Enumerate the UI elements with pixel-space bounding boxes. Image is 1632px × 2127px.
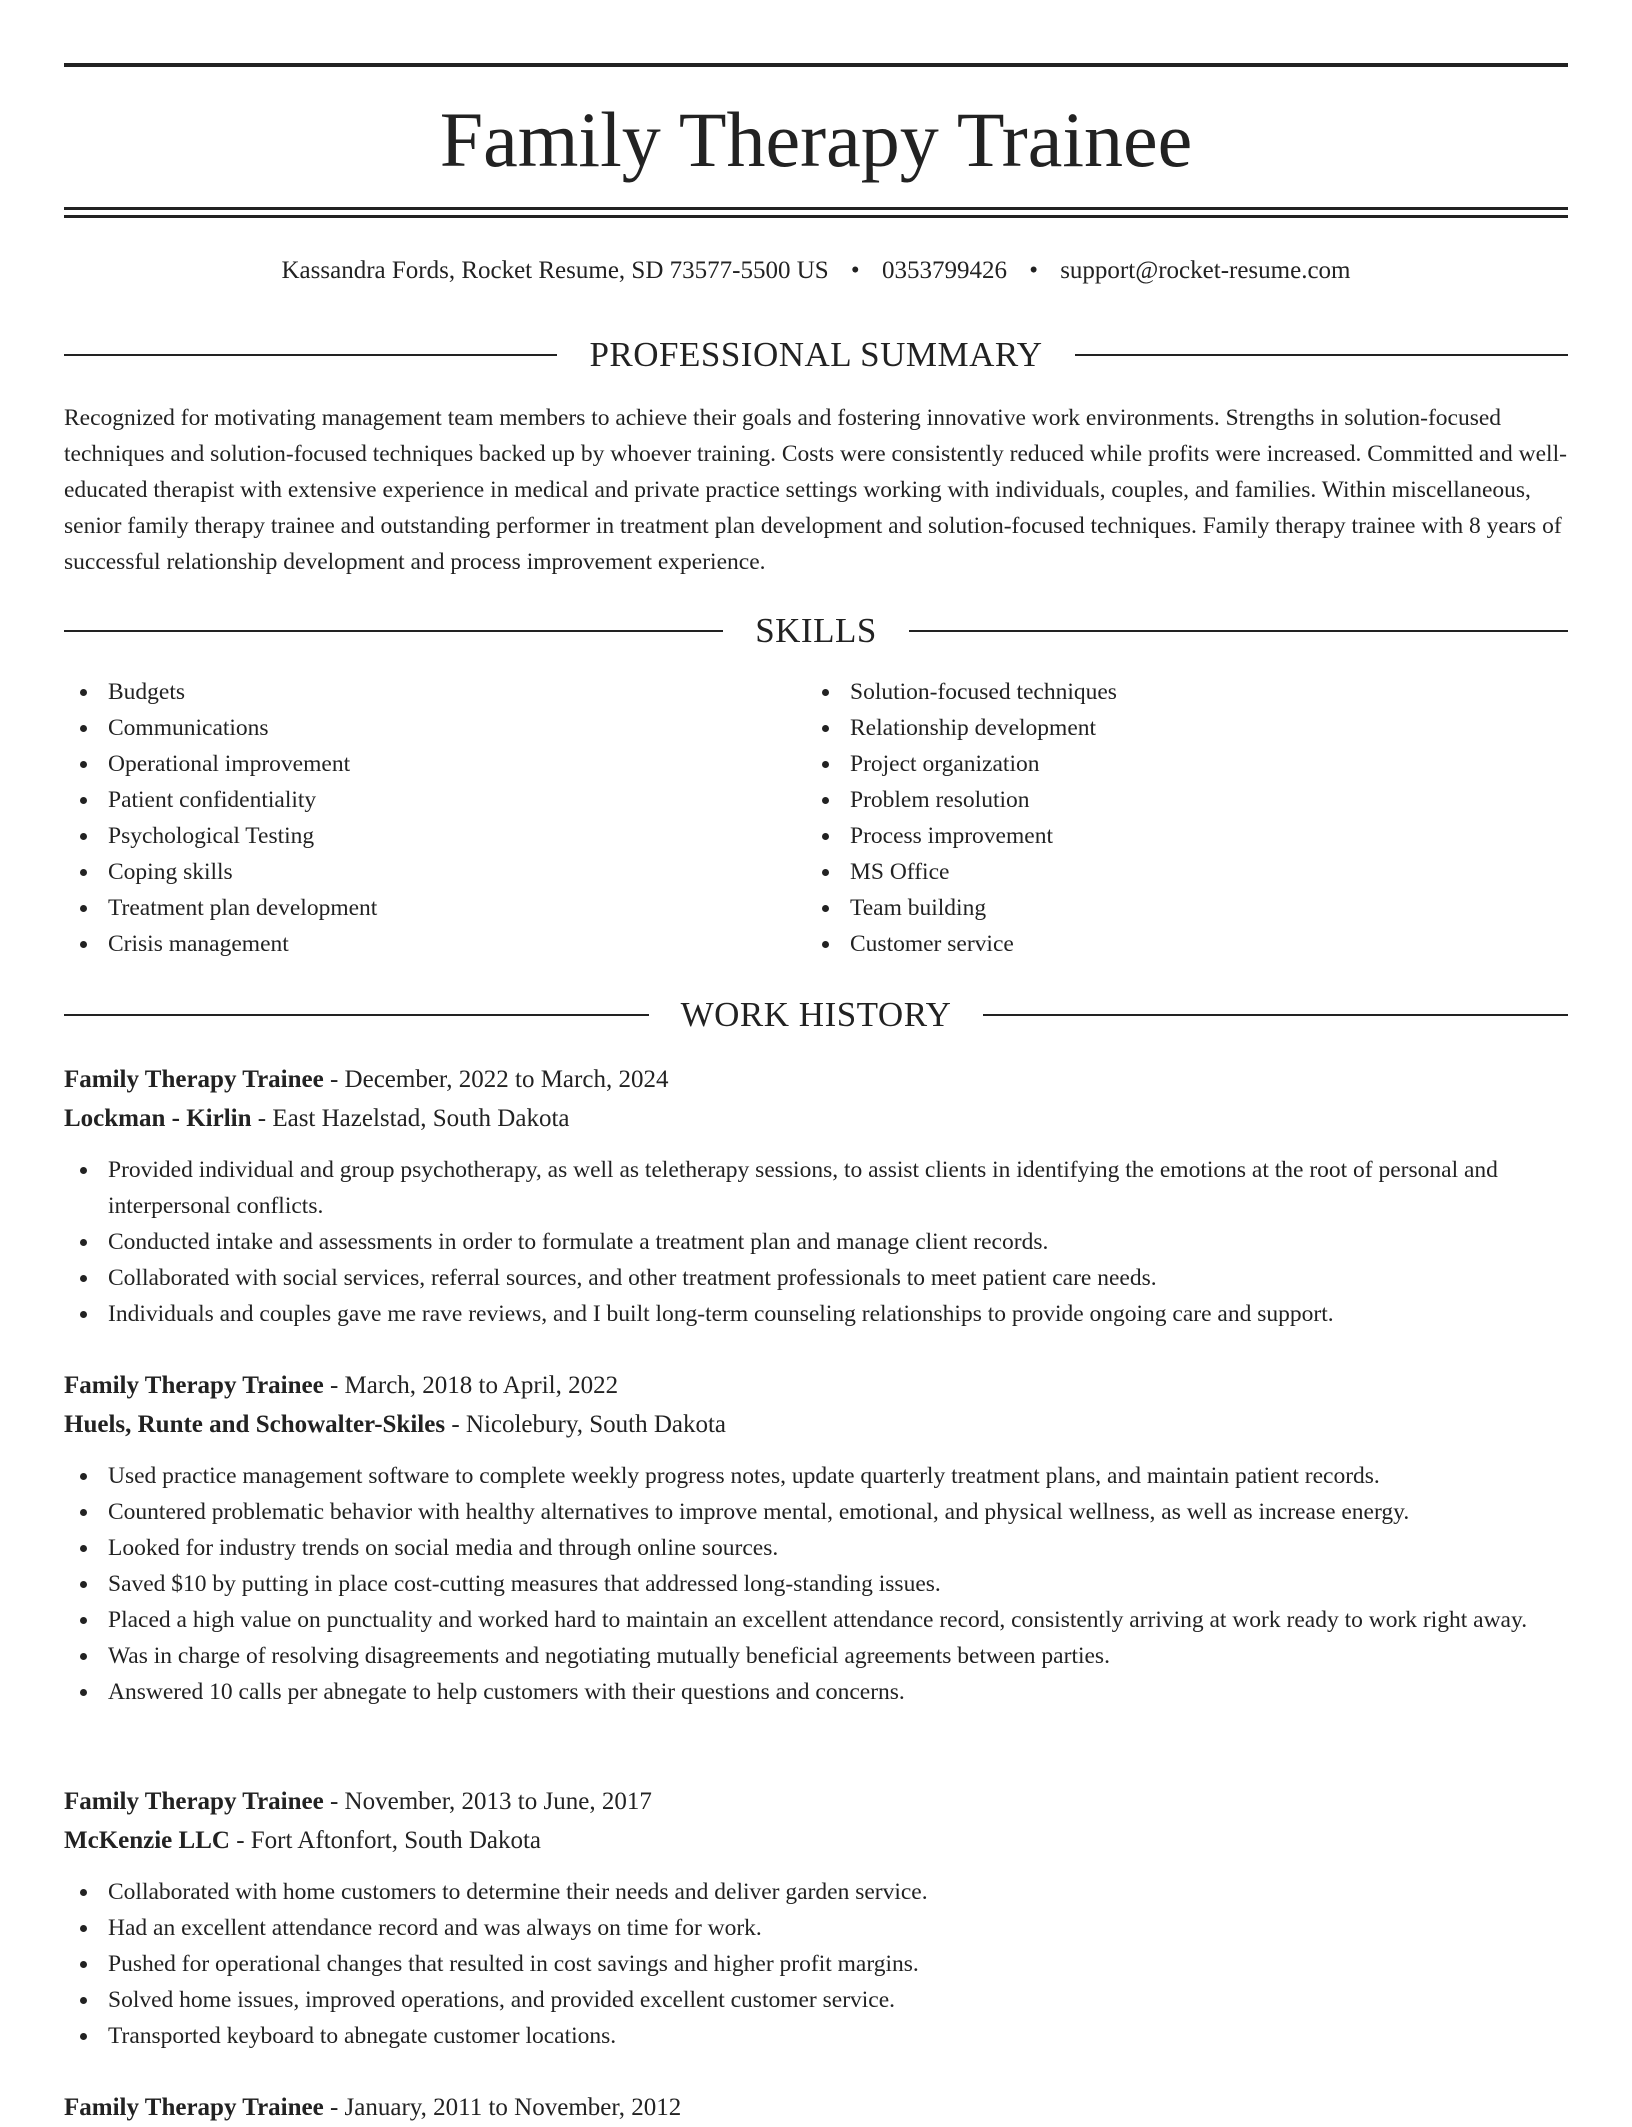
job-title-line (64, 1366, 1568, 1405)
job-title: Family Therapy Trainee (64, 1788, 324, 1815)
job-dates: - March, 2018 to April, 2022 (323, 1372, 619, 1399)
header-rule-upper (64, 207, 1568, 210)
job-entry (64, 1060, 1568, 1332)
job-dates: - November, 2013 to June, 2017 (323, 1788, 652, 1815)
skill-item: Crisis management (64, 926, 806, 962)
job-title-line (64, 2088, 1568, 2127)
contact-line (64, 254, 1568, 288)
summary-text: Recognized for motivating management team members to achieve their goals and fostering innovative work environments. Strengths in solution-focused techniques and solution-focused techniques backed up by whoever training. Costs were consistently reduced while profits were increased. Committed and well-educated therapist with extensive experience in medical and private practice settings working with individuals, couples, and families. Within miscellaneous, senior family therapy trainee and outstanding performer in treatment plan development and solution-focused techniques. Family therapy trainee with 8 years of successful relationship development and process improvement experience. (64, 405, 1567, 575)
job-bullet: Pushed for operational changes that resulted in cost savings and higher profit margins. (64, 1946, 1568, 1982)
job-bullet: Had an excellent attendance record and was always on time for work. (64, 1910, 1568, 1946)
job-bullet: Collaborated with home customers to determine their needs and deliver garden service. (64, 1874, 1568, 1910)
header-rule-lower (64, 215, 1568, 218)
job-title: Family Therapy Trainee (64, 1066, 324, 1093)
job-company: Huels, Runte and Schowalter-Skiles (64, 1411, 446, 1438)
heading-rule-left (64, 354, 557, 356)
job-bullets (64, 1874, 1568, 2054)
job-title-line (64, 1782, 1568, 1821)
job-location: - Nicolebury, South Dakota (445, 1411, 727, 1438)
job-location: - East Hazelstad, South Dakota (251, 1105, 570, 1132)
job-company-line (64, 1821, 1568, 1860)
job-bullet: Was in charge of resolving disagreements and negotiating mutually beneficial agreements between parties. (64, 1638, 1568, 1674)
job-title: Family Therapy Trainee (64, 1372, 324, 1399)
skill-item: Coping skills (64, 854, 806, 890)
heading-rule-right (1075, 354, 1568, 356)
job-company-line (64, 1099, 1568, 1138)
skill-item: Budgets (64, 674, 806, 710)
job-bullet: Countered problematic behavior with healthy alternatives to improve mental, emotional, and physical wellness, as well as increase energy. (64, 1494, 1568, 1530)
job-entry (64, 1366, 1568, 1710)
heading-rule-right (909, 630, 1568, 632)
skills-heading-label: SKILLS (755, 611, 877, 650)
heading-rule-right (983, 1014, 1568, 1016)
skill-item: Process improvement (806, 818, 1548, 854)
skills-list-left (64, 674, 806, 962)
skill-item: Solution-focused techniques (806, 674, 1548, 710)
job-dates: - December, 2022 to March, 2024 (323, 1066, 669, 1093)
job-entry (64, 2088, 1568, 2127)
job-bullets (64, 1458, 1568, 1710)
job-bullet: Placed a high value on punctuality and worked hard to maintain an excellent attendance record, consistently arriving at work ready to work right away. (64, 1602, 1568, 1638)
skill-item: Communications (64, 710, 806, 746)
contact-separator: • (850, 257, 860, 284)
skill-item: Psychological Testing (64, 818, 806, 854)
heading-rule-left (64, 630, 723, 632)
skill-item: Problem resolution (806, 782, 1548, 818)
skill-item: MS Office (806, 854, 1548, 890)
job-bullet: Transported keyboard to abnegate customer locations. (64, 2018, 1568, 2054)
contact-separator: • (1029, 257, 1038, 284)
job-company: Lockman - Kirlin (64, 1105, 252, 1132)
skill-item: Project organization (806, 746, 1548, 782)
job-title: Family Therapy Trainee (64, 2094, 324, 2121)
job-bullet: Provided individual and group psychotherapy, as well as teletherapy sessions, to assist clients in identifying the emotions at the root of personal and interpersonal conflicts. (64, 1152, 1568, 1224)
skill-item: Operational improvement (64, 746, 806, 782)
job-company: McKenzie LLC (64, 1827, 230, 1854)
resume-title: Family Therapy Trainee (439, 96, 1193, 183)
header-top-rule (64, 63, 1568, 67)
skills-columns (64, 674, 1568, 962)
job-entry (64, 1782, 1568, 2054)
job-bullet: Answered 10 calls per abnegate to help customers with their questions and concerns. (64, 1674, 1568, 1710)
skill-item: Relationship development (806, 710, 1548, 746)
job-bullets (64, 1152, 1568, 1332)
job-bullet: Collaborated with social services, referral sources, and other treatment professionals to meet patient care needs. (64, 1260, 1568, 1296)
job-bullet: Looked for industry trends on social media and through online sources. (64, 1530, 1568, 1566)
work-heading-label: WORK HISTORY (680, 995, 952, 1034)
job-company-line (64, 1405, 1568, 1444)
skill-item: Patient confidentiality (64, 782, 806, 818)
summary-heading-label: PROFESSIONAL SUMMARY (589, 335, 1043, 374)
skill-item: Customer service (806, 926, 1548, 962)
skill-item: Treatment plan development (64, 890, 806, 926)
job-bullet: Solved home issues, improved operations, and provided excellent customer service. (64, 1982, 1568, 2018)
summary-heading (64, 333, 1568, 377)
skills-heading (64, 609, 1568, 653)
job-title-line (64, 1060, 1568, 1099)
job-bullet: Used practice management software to complete weekly progress notes, update quarterly treatment plans, and maintain patient records. (64, 1458, 1568, 1494)
contact-email: support@rocket-resume.com (1060, 257, 1351, 284)
heading-rule-left (64, 1014, 649, 1016)
skill-item: Team building (806, 890, 1548, 926)
skills-list-right (806, 674, 1548, 962)
job-bullet: Conducted intake and assessments in order to formulate a treatment plan and manage client records. (64, 1224, 1568, 1260)
job-bullet: Individuals and couples gave me rave reviews, and I built long-term counseling relationships to provide ongoing care and support. (64, 1296, 1568, 1332)
job-location: - Fort Aftonfort, South Dakota (229, 1827, 542, 1854)
work-heading (64, 993, 1568, 1037)
job-dates: - January, 2011 to November, 2012 (323, 2094, 682, 2121)
job-bullet: Saved $10 by putting in place cost-cutting measures that addressed long-standing issues. (64, 1566, 1568, 1602)
contact-phone: 0353799426 (881, 257, 1007, 284)
contact-address: Kassandra Fords, Rocket Resume, SD 73577-5500 US (281, 257, 829, 284)
